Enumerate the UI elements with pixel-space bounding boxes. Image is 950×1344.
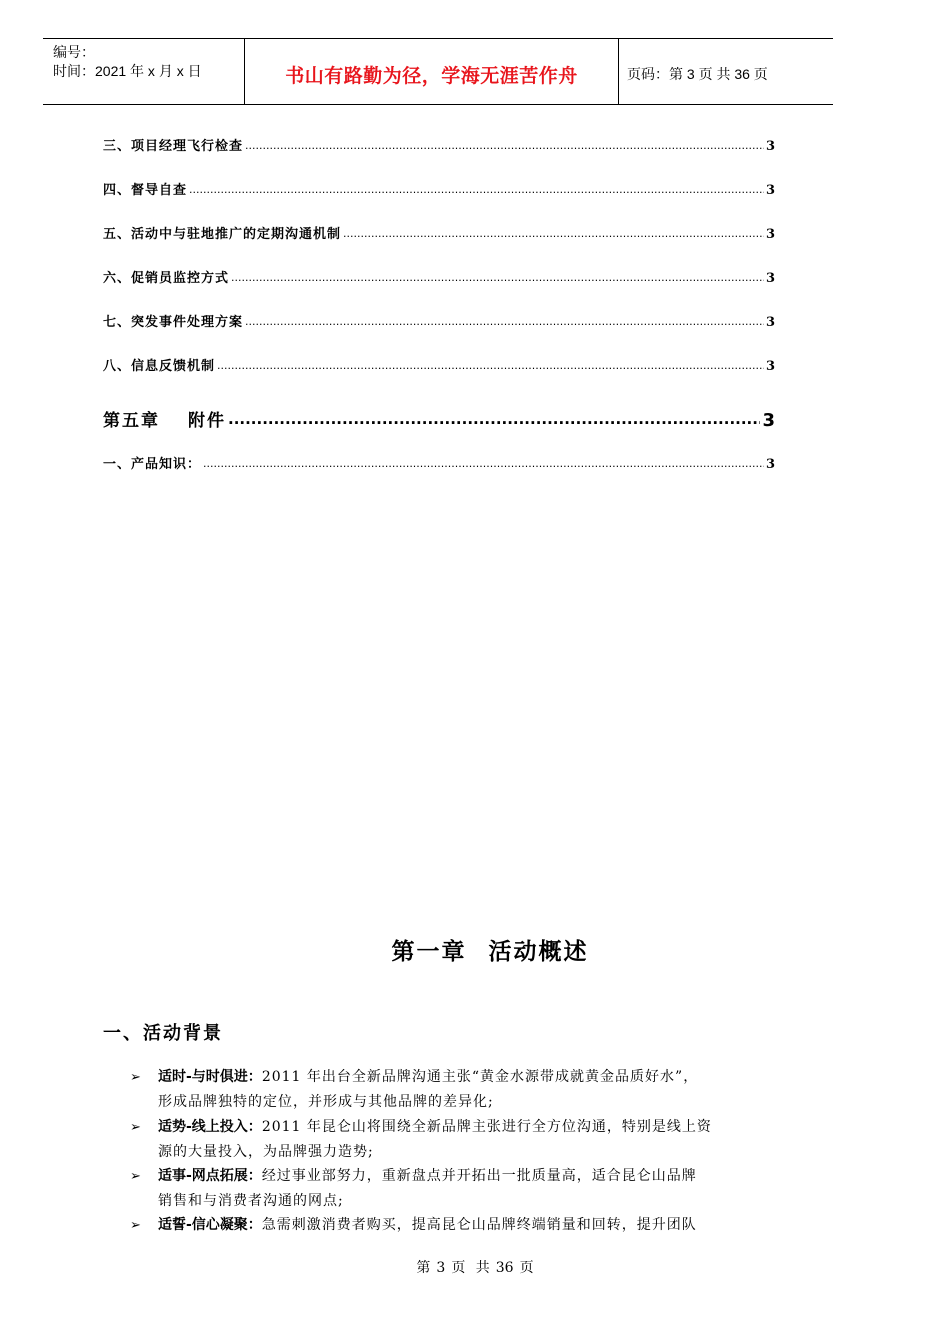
header-meta	[53, 43, 202, 81]
toc-entry-title: 一、产品知识：	[103, 457, 202, 472]
footer-word: 共	[475, 1260, 490, 1276]
toc-entry[interactable]	[103, 267, 775, 286]
list-item-body-cont: 销售和与消费者沟通的网点;	[158, 1193, 344, 1209]
list-item-body: 急需刺激消费者购买，提高昆仑山品牌终端销量和回转，提升团队	[261, 1217, 697, 1233]
page-footer	[0, 1257, 950, 1277]
toc-entry[interactable]	[103, 135, 775, 154]
toc-entry[interactable]	[103, 355, 775, 374]
toc-leader-dots	[189, 183, 764, 196]
list-item-lead: 适势-线上投入：	[158, 1119, 262, 1135]
doc-time-label: 时间：2021 年 x 月 x 日	[53, 63, 202, 79]
toc-entry-title: 三、项目经理飞行检查	[103, 139, 244, 154]
toc-chapter-entry[interactable]	[103, 406, 775, 431]
toc-entry-page: 3	[765, 315, 775, 330]
toc-entry-title: 五、活动中与驻地推广的定期沟通机制	[103, 227, 342, 242]
toc-entry-page: 3	[765, 227, 775, 242]
footer-page-number: 3	[436, 1260, 446, 1276]
toc-entry-page: 3	[765, 457, 775, 472]
list-item-body: 2011 年出台全新品牌沟通主张“黄金水源带成就黄金品质好水”，	[261, 1069, 699, 1085]
section-heading: 一、活动背景	[103, 1023, 223, 1044]
list-item	[130, 1115, 780, 1165]
chapter-heading	[0, 933, 950, 966]
toc-entry-title: 七、突发事件处理方案	[103, 315, 244, 330]
toc-entry[interactable]	[103, 179, 775, 198]
list-item-lead: 适时-与时俱进：	[158, 1069, 262, 1085]
toc-entry-title: 四、督导自查	[103, 183, 188, 198]
right-arrowhead-icon: ➢	[130, 1120, 141, 1135]
list-item-text	[158, 1115, 780, 1165]
list-item-body-cont: 源的大量投入，为品牌强力造势;	[158, 1144, 374, 1160]
footer-word: 第	[416, 1260, 431, 1276]
toc-leader-dots	[203, 457, 764, 470]
footer-word: 页	[519, 1260, 534, 1276]
toc-chapter-name: 附件	[188, 411, 226, 431]
right-arrowhead-icon: ➢	[130, 1169, 141, 1184]
header-motto: 书山有路勤为径，学海无涯苦作舟	[285, 65, 578, 87]
footer-word: 页	[451, 1260, 466, 1276]
list-item-body: 2011 年昆仑山将围绕全新品牌主张进行全方位沟通，特别是线上资	[261, 1119, 712, 1135]
toc-chapter-title	[103, 406, 226, 431]
list-item	[130, 1065, 780, 1115]
list-item-text	[158, 1065, 780, 1115]
toc-entry-title: 六、促销员监控方式	[103, 271, 230, 286]
toc-leader-dots	[245, 139, 764, 152]
toc-leader-dots	[231, 271, 764, 284]
doc-number-label: 编号：	[53, 44, 95, 60]
list-item	[130, 1164, 780, 1214]
toc-chapter-label: 第五章	[103, 411, 160, 431]
toc-entry-page: 3	[765, 183, 775, 198]
right-arrowhead-icon: ➢	[130, 1070, 141, 1085]
list-item-lead: 适誓-信心凝聚：	[158, 1217, 262, 1233]
list-item-body-cont: 形成品牌独特的定位，并形成与其他品牌的差异化;	[158, 1094, 494, 1110]
list-item-lead: 适事-网点拓展：	[158, 1168, 262, 1184]
toc-entry-title: 八、信息反馈机制	[103, 359, 216, 374]
toc-entry-page: 3	[765, 271, 775, 286]
toc-leader-dots	[228, 410, 760, 428]
toc-entry-page: 3	[765, 359, 775, 374]
list-item-text	[158, 1164, 780, 1214]
toc-entry[interactable]	[103, 453, 775, 472]
footer-total-pages: 36	[495, 1260, 514, 1276]
toc-chapter-page: 3	[762, 410, 775, 431]
list-item-text	[158, 1213, 780, 1238]
list-item-body: 经过事业部努力，重新盘点并开拓出一批质量高，适合昆仑山品牌	[261, 1168, 697, 1184]
page-header	[43, 38, 833, 105]
toc-leader-dots	[343, 227, 764, 240]
toc-entry-page: 3	[765, 139, 775, 154]
chapter-label: 第一章	[391, 939, 467, 965]
right-arrowhead-icon: ➢	[130, 1218, 141, 1233]
chapter-title: 活动概述	[488, 939, 589, 965]
toc-entry[interactable]	[103, 311, 775, 330]
list-item	[130, 1213, 780, 1238]
header-divider-right	[618, 39, 619, 104]
toc-leader-dots	[217, 359, 764, 372]
header-page-info: 页码：第 3 页 共 36 页	[627, 66, 768, 82]
toc-entry[interactable]	[103, 223, 775, 242]
toc-leader-dots	[245, 315, 764, 328]
